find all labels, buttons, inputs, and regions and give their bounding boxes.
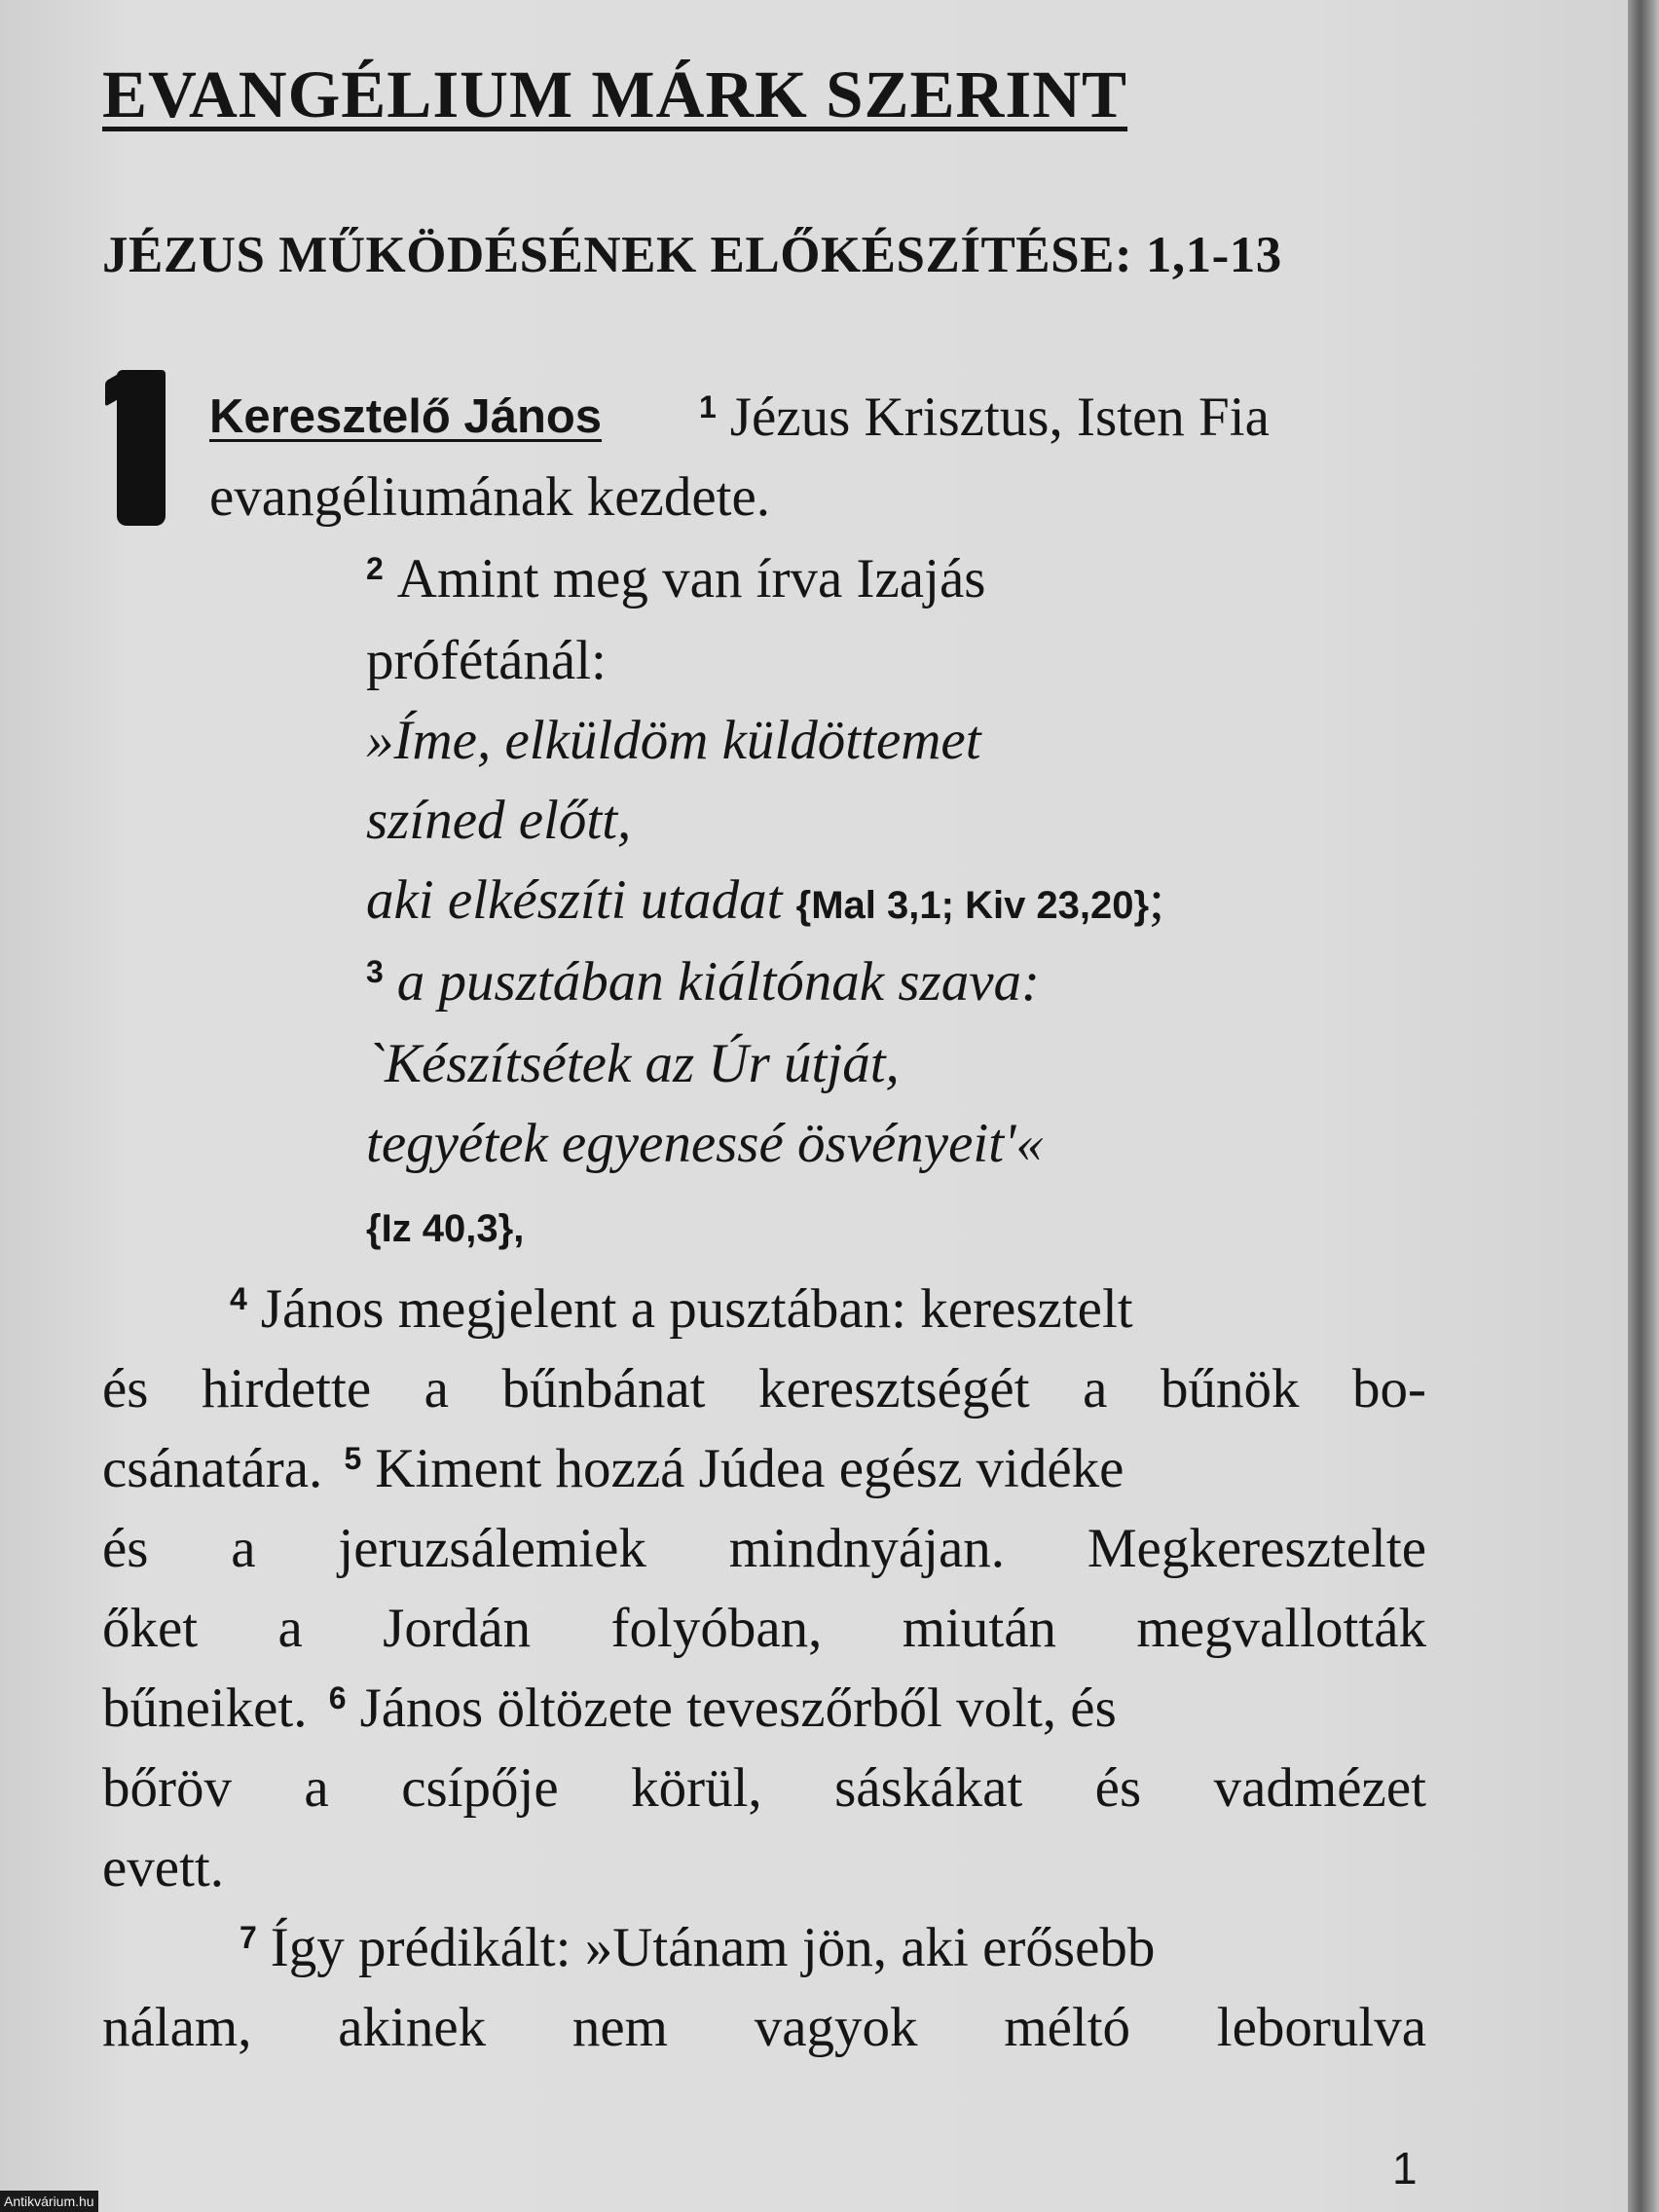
quote-line-with-reference: [366, 868, 1164, 932]
quote-line: tegyétek egyenessé ösvényeit'«: [366, 1113, 1044, 1174]
paragraph-line: és a jeruzsálemiek mindnyájan. Megkeresztelte: [102, 1518, 1426, 1579]
verse-number: 7: [240, 1920, 257, 1955]
verse-text: Így prédikált: »Utánam jön, aki erősebb: [270, 1917, 1156, 1978]
paragraph-line: és hirdette a bűnbánat keresztségét a bűnök bo-: [102, 1358, 1426, 1419]
verse-text: János öltözete teveszőrből volt, és: [359, 1677, 1117, 1739]
verse-text: csánatára.: [102, 1438, 323, 1499]
watermark: Antikvárium.hu: [0, 2191, 98, 2212]
quote-line: színed előtt,: [366, 790, 632, 851]
paragraph-line: [102, 1677, 1117, 1740]
verse-text: bűneiket.: [102, 1677, 308, 1739]
verse-text: Jézus Krisztus, Isten Fia: [729, 387, 1270, 448]
verse-text: Kiment hozzá Júdea egész vidéke: [375, 1438, 1124, 1499]
verse-text: János megjelent a pusztában: keresztelt: [260, 1278, 1133, 1340]
paragraph-line: nálam, akinek nem vagyok méltó leborulva: [102, 1997, 1426, 2058]
verse-number: 1: [699, 389, 717, 424]
scripture-reference: {Mal 3,1; Kiv 23,20}: [795, 884, 1150, 927]
quote-line: `Készítsétek az Úr útját,: [366, 1033, 900, 1094]
verse-number: 6: [328, 1680, 347, 1715]
verse-number: 3: [366, 954, 384, 989]
verse-2-line-2: prófétánál:: [366, 630, 607, 691]
verse-text: Amint meg van írva Izajás: [396, 548, 986, 609]
paragraph-line: [102, 1437, 1124, 1500]
book-title: EVANGÉLIUM MÁRK SZERINT: [102, 57, 1128, 131]
paragraph-line: őket a Jordán folyóban, miután megvallották: [102, 1598, 1426, 1659]
page-number: 1: [1392, 2143, 1418, 2194]
quote-line: »Íme, elküldöm küldöttemet: [366, 710, 981, 771]
scripture-reference: {Iz 40,3},: [366, 1207, 525, 1250]
verse-4: [230, 1277, 1133, 1341]
paragraph-line: bőröv a csípője körül, sáskákat és vadmézet: [102, 1757, 1426, 1819]
verse-1-line-2: evangéliumának kezdete.: [209, 466, 771, 528]
verse-number: 5: [344, 1441, 362, 1476]
verse-number: 4: [230, 1281, 247, 1316]
verse-7: [240, 1916, 1155, 1979]
section-heading: JÉZUS MŰKÖDÉSÉNEK ELŐKÉSZÍTÉSE: 1,1-13: [102, 227, 1282, 283]
verse-text: a pusztában kiáltónak szava:: [396, 951, 1041, 1013]
verse-number: 2: [366, 551, 384, 586]
chapter-number-dropcap: [117, 370, 166, 526]
verse-1: [699, 386, 1270, 449]
pericope-title: Keresztelő János: [209, 390, 603, 443]
verse-2: [366, 547, 985, 610]
page-edge: [1628, 0, 1659, 2212]
quote-text: aki elkészíti utadat: [366, 869, 783, 931]
punctuation: ;: [1149, 869, 1164, 931]
verse-3: [366, 950, 1040, 1014]
paragraph-line: evett.: [102, 1837, 225, 1899]
